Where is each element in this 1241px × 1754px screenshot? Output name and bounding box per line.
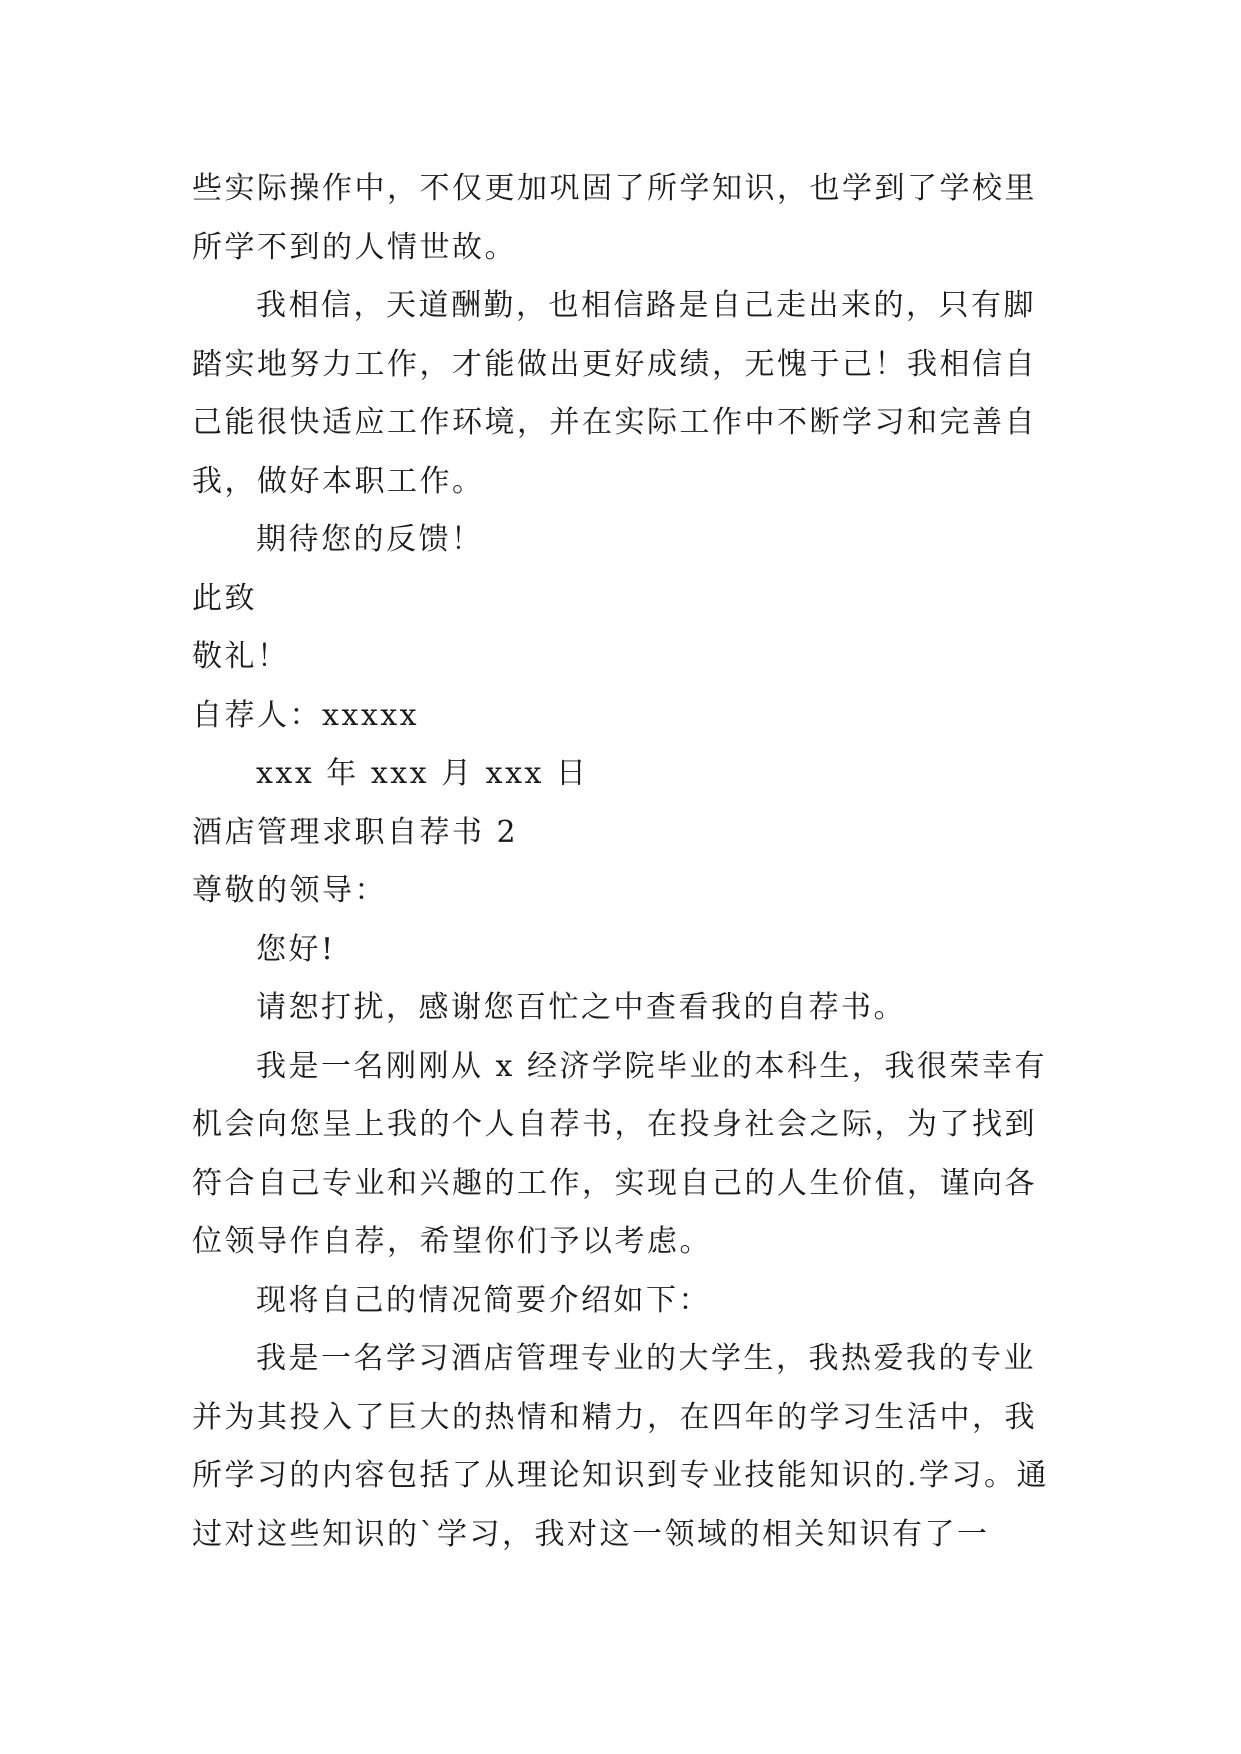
date-line: xxx 年 xxx 月 xxx 日 <box>256 756 589 791</box>
paragraph-belief: 我相信，天道酬勤，也相信路是自己走出来的，只有脚踏实地努力工作，才能做出更好成绩，无愧于己！我相信自己能很快适应工作环境，并在实际工作中不断学习和完善自我，做好本职工作。 <box>192 288 1037 499</box>
paragraph-introduction: 我是一名刚刚从 x 经济学院毕业的本科生，我很荣幸有机会向您呈上我的个人自荐书，在投身社会之际，为了找到符合自己专业和兴趣的工作，实现自己的人生价值，谨向各位领导作自荐，希望你们予以考虑。 <box>192 1048 1047 1259</box>
signature-line: 自荐人：xxxxx <box>192 697 420 733</box>
paragraph-apology: 请恕打扰，感谢您百忙之中查看我的自荐书。 <box>256 990 906 1025</box>
paragraph-studies: 我是一名学习酒店管理专业的大学生，我热爱我的专业并为其投入了巨大的热情和精力，在四年的学习生活中，我所学习的内容包括了从理论知识到专业技能知识的.学习。通过对这些知识的`学习，我对这一领域的相关知识有了一 <box>192 1341 1050 1552</box>
greeting-hello: 您好! <box>256 931 336 967</box>
section-title: 酒店管理求职自荐书 2 <box>192 814 519 850</box>
closing-salutation: 此致 <box>192 580 257 616</box>
paragraph-feedback: 期待您的反馈！ <box>256 522 484 557</box>
paragraph-summary-lead: 现将自己的情况简要介绍如下： <box>256 1282 711 1318</box>
document-body <box>192 160 1052 1564</box>
closing-regards: 敬礼！ <box>192 639 290 674</box>
greeting-recipient: 尊敬的领导： <box>192 873 387 908</box>
paragraph-continuation: 些实际操作中，不仅更加巩固了所学知识，也学到了学校里所学不到的人情世故。 <box>192 171 1037 265</box>
